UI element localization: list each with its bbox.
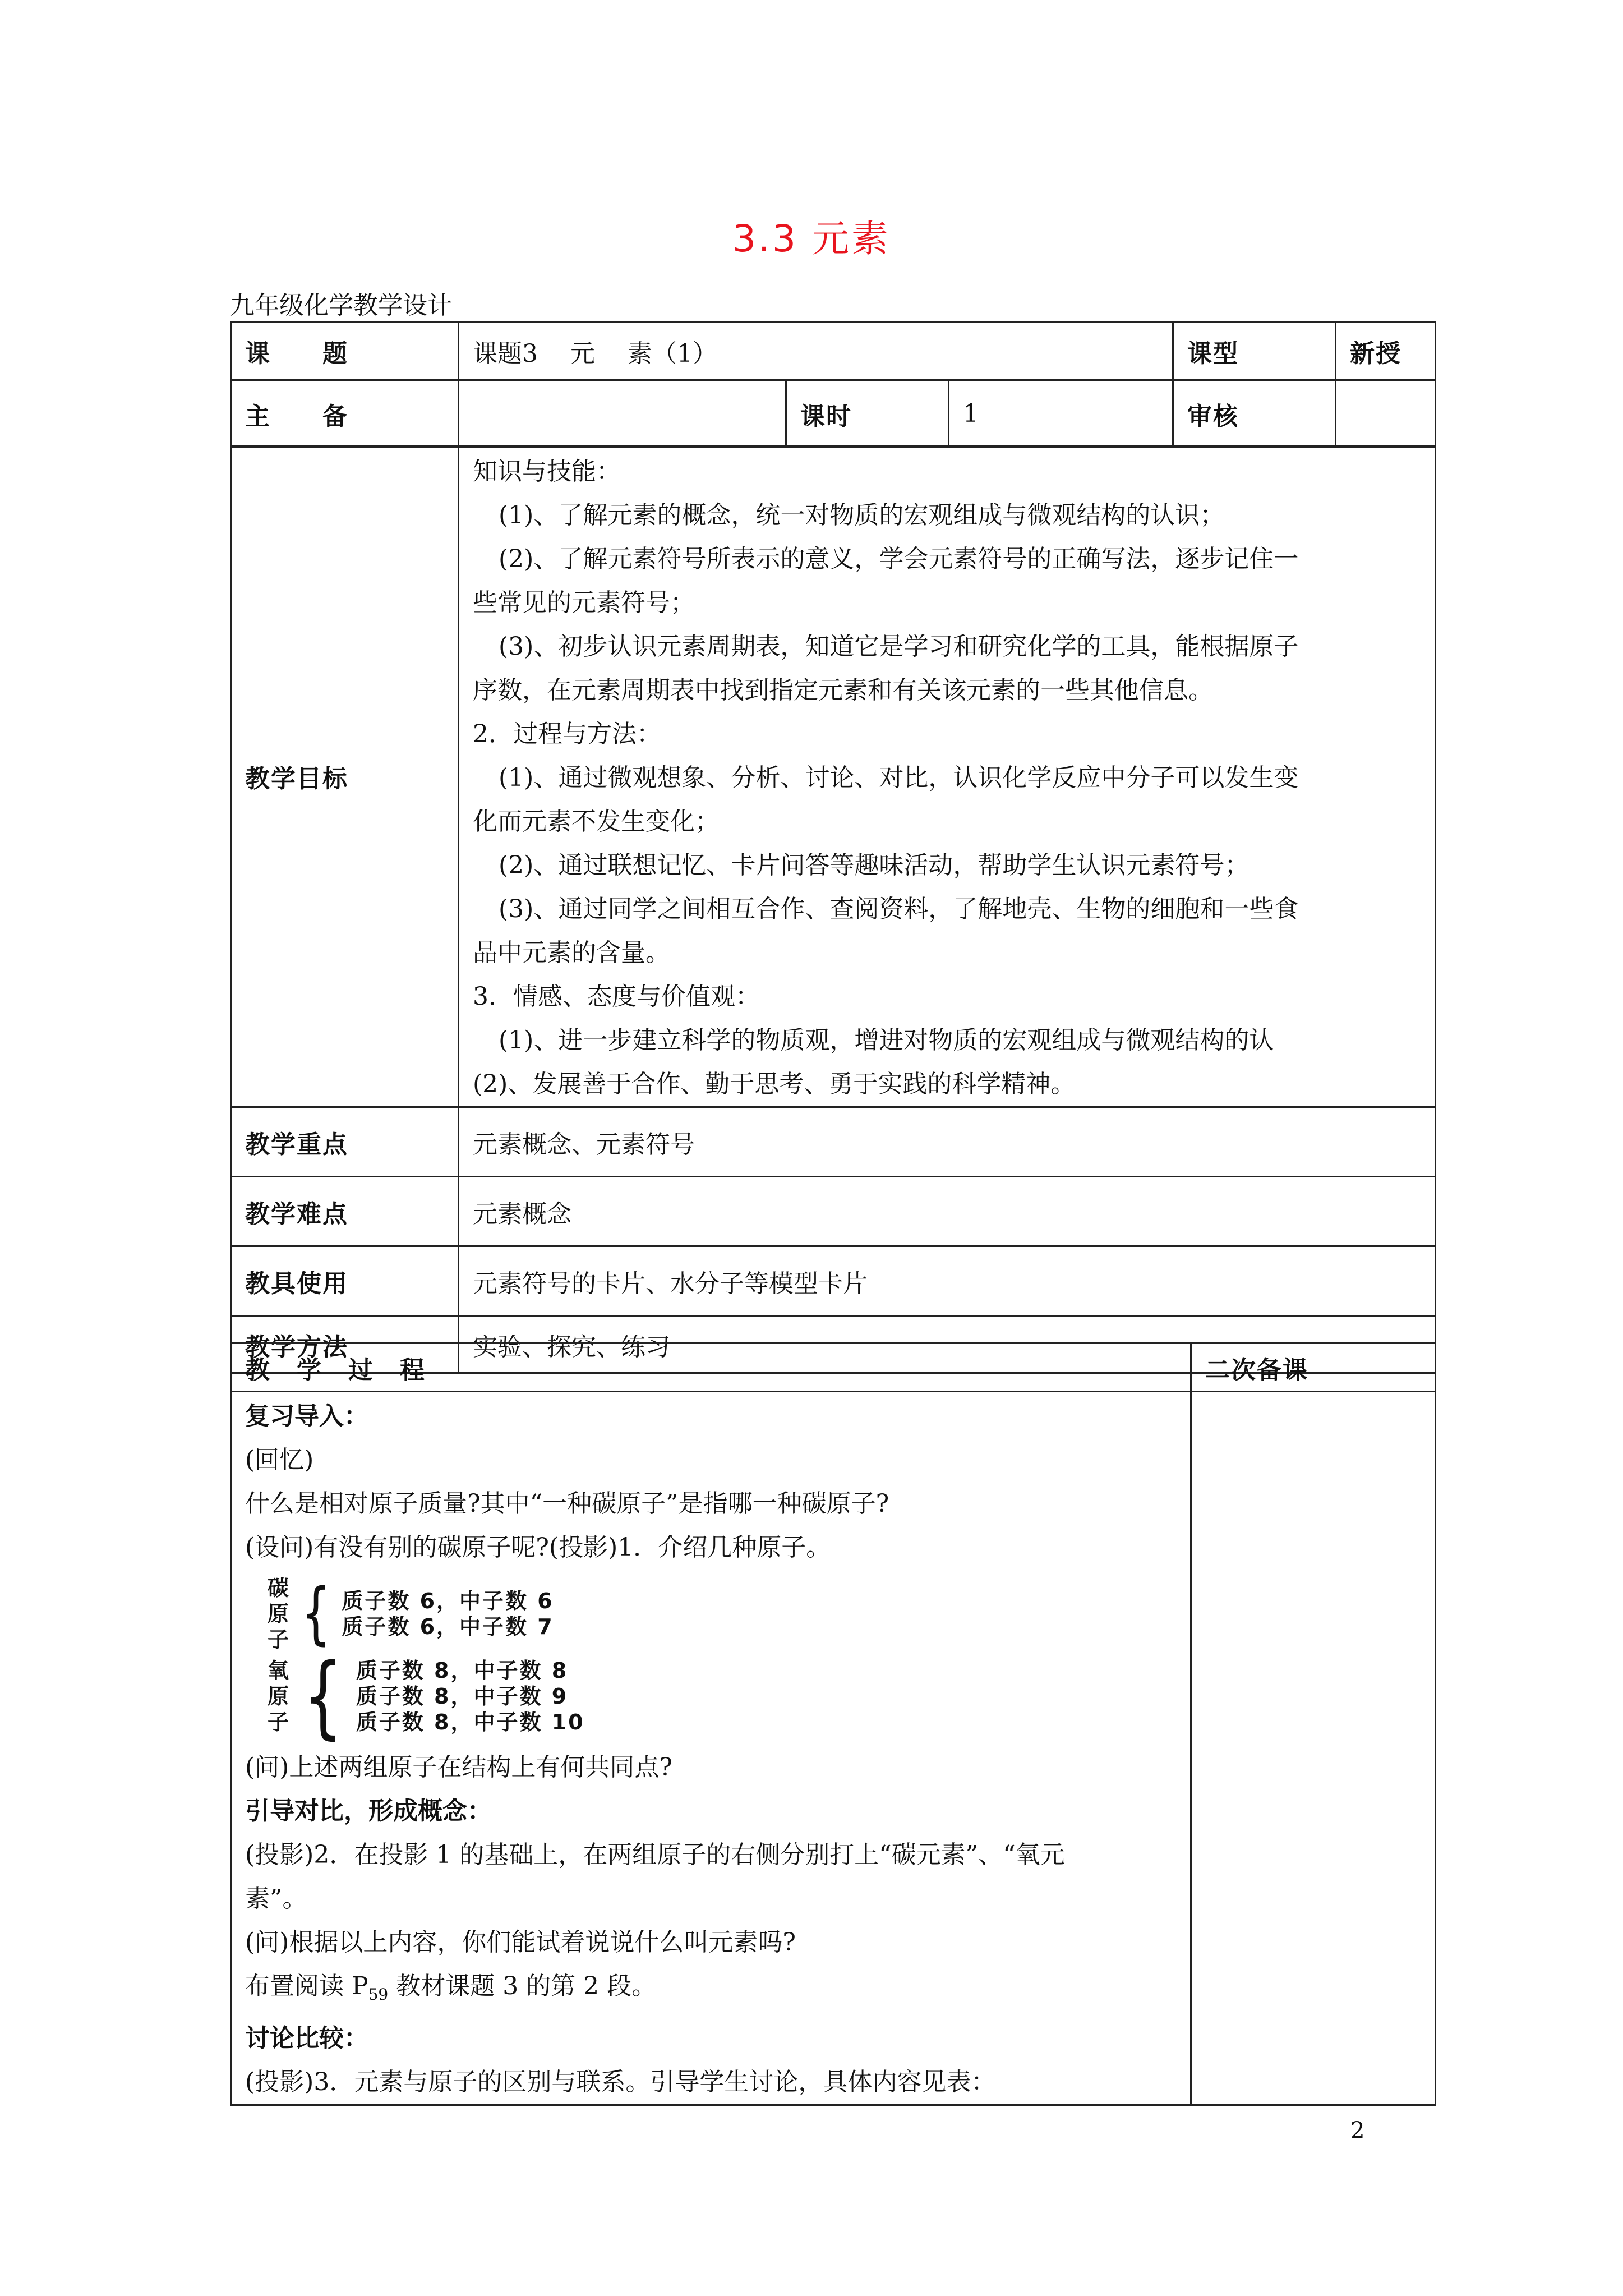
prep-value bbox=[459, 380, 786, 448]
objectives-label: 教学目标 bbox=[231, 446, 459, 1107]
oxygen-isotope: 质子数 8，中子数 8 bbox=[356, 1658, 569, 1683]
objective-line: (3)、初步认识元素周期表，知道它是学习和研究化学的工具，能根据原子 bbox=[499, 632, 1299, 661]
brace-icon: { bbox=[303, 1644, 343, 1749]
objective-line: (2)、了解元素符号所表示的意义，学会元素符号的正确写法，逐步记住一 bbox=[499, 545, 1299, 573]
oxygen-isotope: 质子数 8，中子数 9 bbox=[356, 1684, 569, 1709]
process-line: 什么是相对原子质量?其中“一种碳原子”是指哪一种碳原子? bbox=[245, 1489, 889, 1518]
objectives-table bbox=[230, 445, 1436, 1374]
review-value bbox=[1336, 380, 1436, 448]
topic-label: 课 题 bbox=[231, 322, 459, 380]
process-line: (设问)有没有别的碳原子呢?(投影)1．介绍几种原子。 bbox=[245, 1533, 831, 1562]
carbon-label-char: 原 bbox=[268, 1602, 289, 1626]
objective-line: (1)、通过微观想象、分析、讨论、对比，认识化学反应中分子可以发生变 bbox=[499, 763, 1299, 792]
objectives-content bbox=[459, 446, 1436, 1107]
carbon-label-char: 子 bbox=[268, 1627, 289, 1652]
process-line: (问)根据以上内容，你们能试着说说什么叫元素吗? bbox=[245, 1928, 796, 1957]
secondary-prep-cell bbox=[1191, 1392, 1436, 2105]
objective-line: 2．过程与方法： bbox=[473, 720, 661, 748]
objective-line: (2)、通过联想记忆、卡片问答等趣味活动，帮助学生认识元素符号； bbox=[499, 851, 1249, 880]
objective-line: 化而元素不发生变化； bbox=[473, 807, 720, 836]
process-line: (回忆) bbox=[245, 1446, 314, 1474]
focus-value: 元素概念、元素符号 bbox=[459, 1107, 1436, 1177]
oxygen-atom-group bbox=[268, 1644, 1177, 1749]
process-table bbox=[230, 1342, 1436, 2106]
process-label: 教 学 过 程 bbox=[231, 1343, 1191, 1392]
section-heading: 讨论比较： bbox=[245, 2023, 368, 2053]
atom-diagram bbox=[268, 1575, 1177, 1749]
type-label: 课型 bbox=[1173, 322, 1336, 380]
difficulty-value: 元素概念 bbox=[459, 1177, 1436, 1246]
objective-line: (2)、发展善于合作、勤于思考、勇于实践的科学精神。 bbox=[473, 1070, 1076, 1098]
hours-value: 1 bbox=[949, 380, 1173, 448]
secondary-prep-label: 二次备课 bbox=[1191, 1343, 1436, 1392]
process-line: 素”。 bbox=[245, 1884, 307, 1913]
objective-line: (1)、进一步建立科学的物质观，增进对物质的宏观组成与微观结构的认 bbox=[499, 1026, 1274, 1055]
objective-line: 3．情感、态度与价值观： bbox=[473, 982, 760, 1011]
carbon-atom-group bbox=[268, 1575, 1177, 1653]
method-label: 教学方法 bbox=[231, 1316, 459, 1373]
oxygen-label-char: 子 bbox=[268, 1710, 289, 1734]
process-line: (投影)3．元素与原子的区别与联系。引导学生讨论，具体内容见表： bbox=[245, 2067, 996, 2096]
tools-label: 教具使用 bbox=[231, 1246, 459, 1316]
oxygen-label-char: 原 bbox=[268, 1684, 289, 1709]
process-content bbox=[231, 1392, 1191, 2105]
carbon-label-char: 碳 bbox=[268, 1576, 289, 1600]
header-table bbox=[230, 321, 1436, 448]
oxygen-isotope: 质子数 8，中子数 10 bbox=[356, 1710, 585, 1734]
objective-line: 品中元素的含量。 bbox=[473, 938, 670, 967]
objective-line: (1)、了解元素的概念，统一对物质的宏观组成与微观结构的认识； bbox=[499, 501, 1225, 530]
objective-line: 序数，在元素周期表中找到指定元素和有关该元素的一些其他信息。 bbox=[473, 676, 1213, 705]
objective-line: (3)、通过同学之间相互合作、查阅资料，了解地壳、生物的细胞和一些食 bbox=[499, 895, 1299, 923]
page-title: 3.3 元素 bbox=[732, 217, 891, 260]
objective-line: 知识与技能： bbox=[473, 457, 621, 486]
type-value: 新授 bbox=[1336, 322, 1436, 380]
review-label: 审核 bbox=[1173, 380, 1336, 448]
hours-label: 课时 bbox=[786, 380, 949, 448]
process-line: 布置阅读 $P_{59}$ 教材课题 3 的第 2 段。 bbox=[245, 1972, 657, 2004]
topic-value: 课题3 元 素（1） bbox=[459, 322, 1173, 380]
difficulty-label: 教学难点 bbox=[231, 1177, 459, 1246]
focus-label: 教学重点 bbox=[231, 1107, 459, 1177]
carbon-isotope: 质子数 6，中子数 7 bbox=[342, 1614, 554, 1639]
prep-label: 主 备 bbox=[231, 380, 459, 448]
tools-value: 元素符号的卡片、水分子等模型卡片 bbox=[459, 1246, 1436, 1316]
page-number: 2 bbox=[1350, 2118, 1365, 2143]
carbon-isotope: 质子数 6，中子数 6 bbox=[342, 1589, 554, 1613]
section-heading: 复习导入： bbox=[245, 1402, 368, 1430]
process-line: (问)上述两组原子在结构上有何共同点? bbox=[245, 1753, 672, 1782]
section-heading: 引导对比，形成概念： bbox=[245, 1797, 492, 1825]
document-subtitle: 九年级化学教学设计 bbox=[230, 291, 452, 320]
method-value: 实验、探究、练习 bbox=[459, 1316, 1436, 1373]
objective-line: 些常见的元素符号； bbox=[473, 588, 695, 617]
oxygen-label-char: 氧 bbox=[268, 1658, 289, 1683]
brace-icon: { bbox=[301, 1575, 331, 1653]
process-line: (投影)2．在投影 1 的基础上，在两组原子的右侧分别打上“碳元素”、“氧元 bbox=[245, 1841, 1065, 1869]
